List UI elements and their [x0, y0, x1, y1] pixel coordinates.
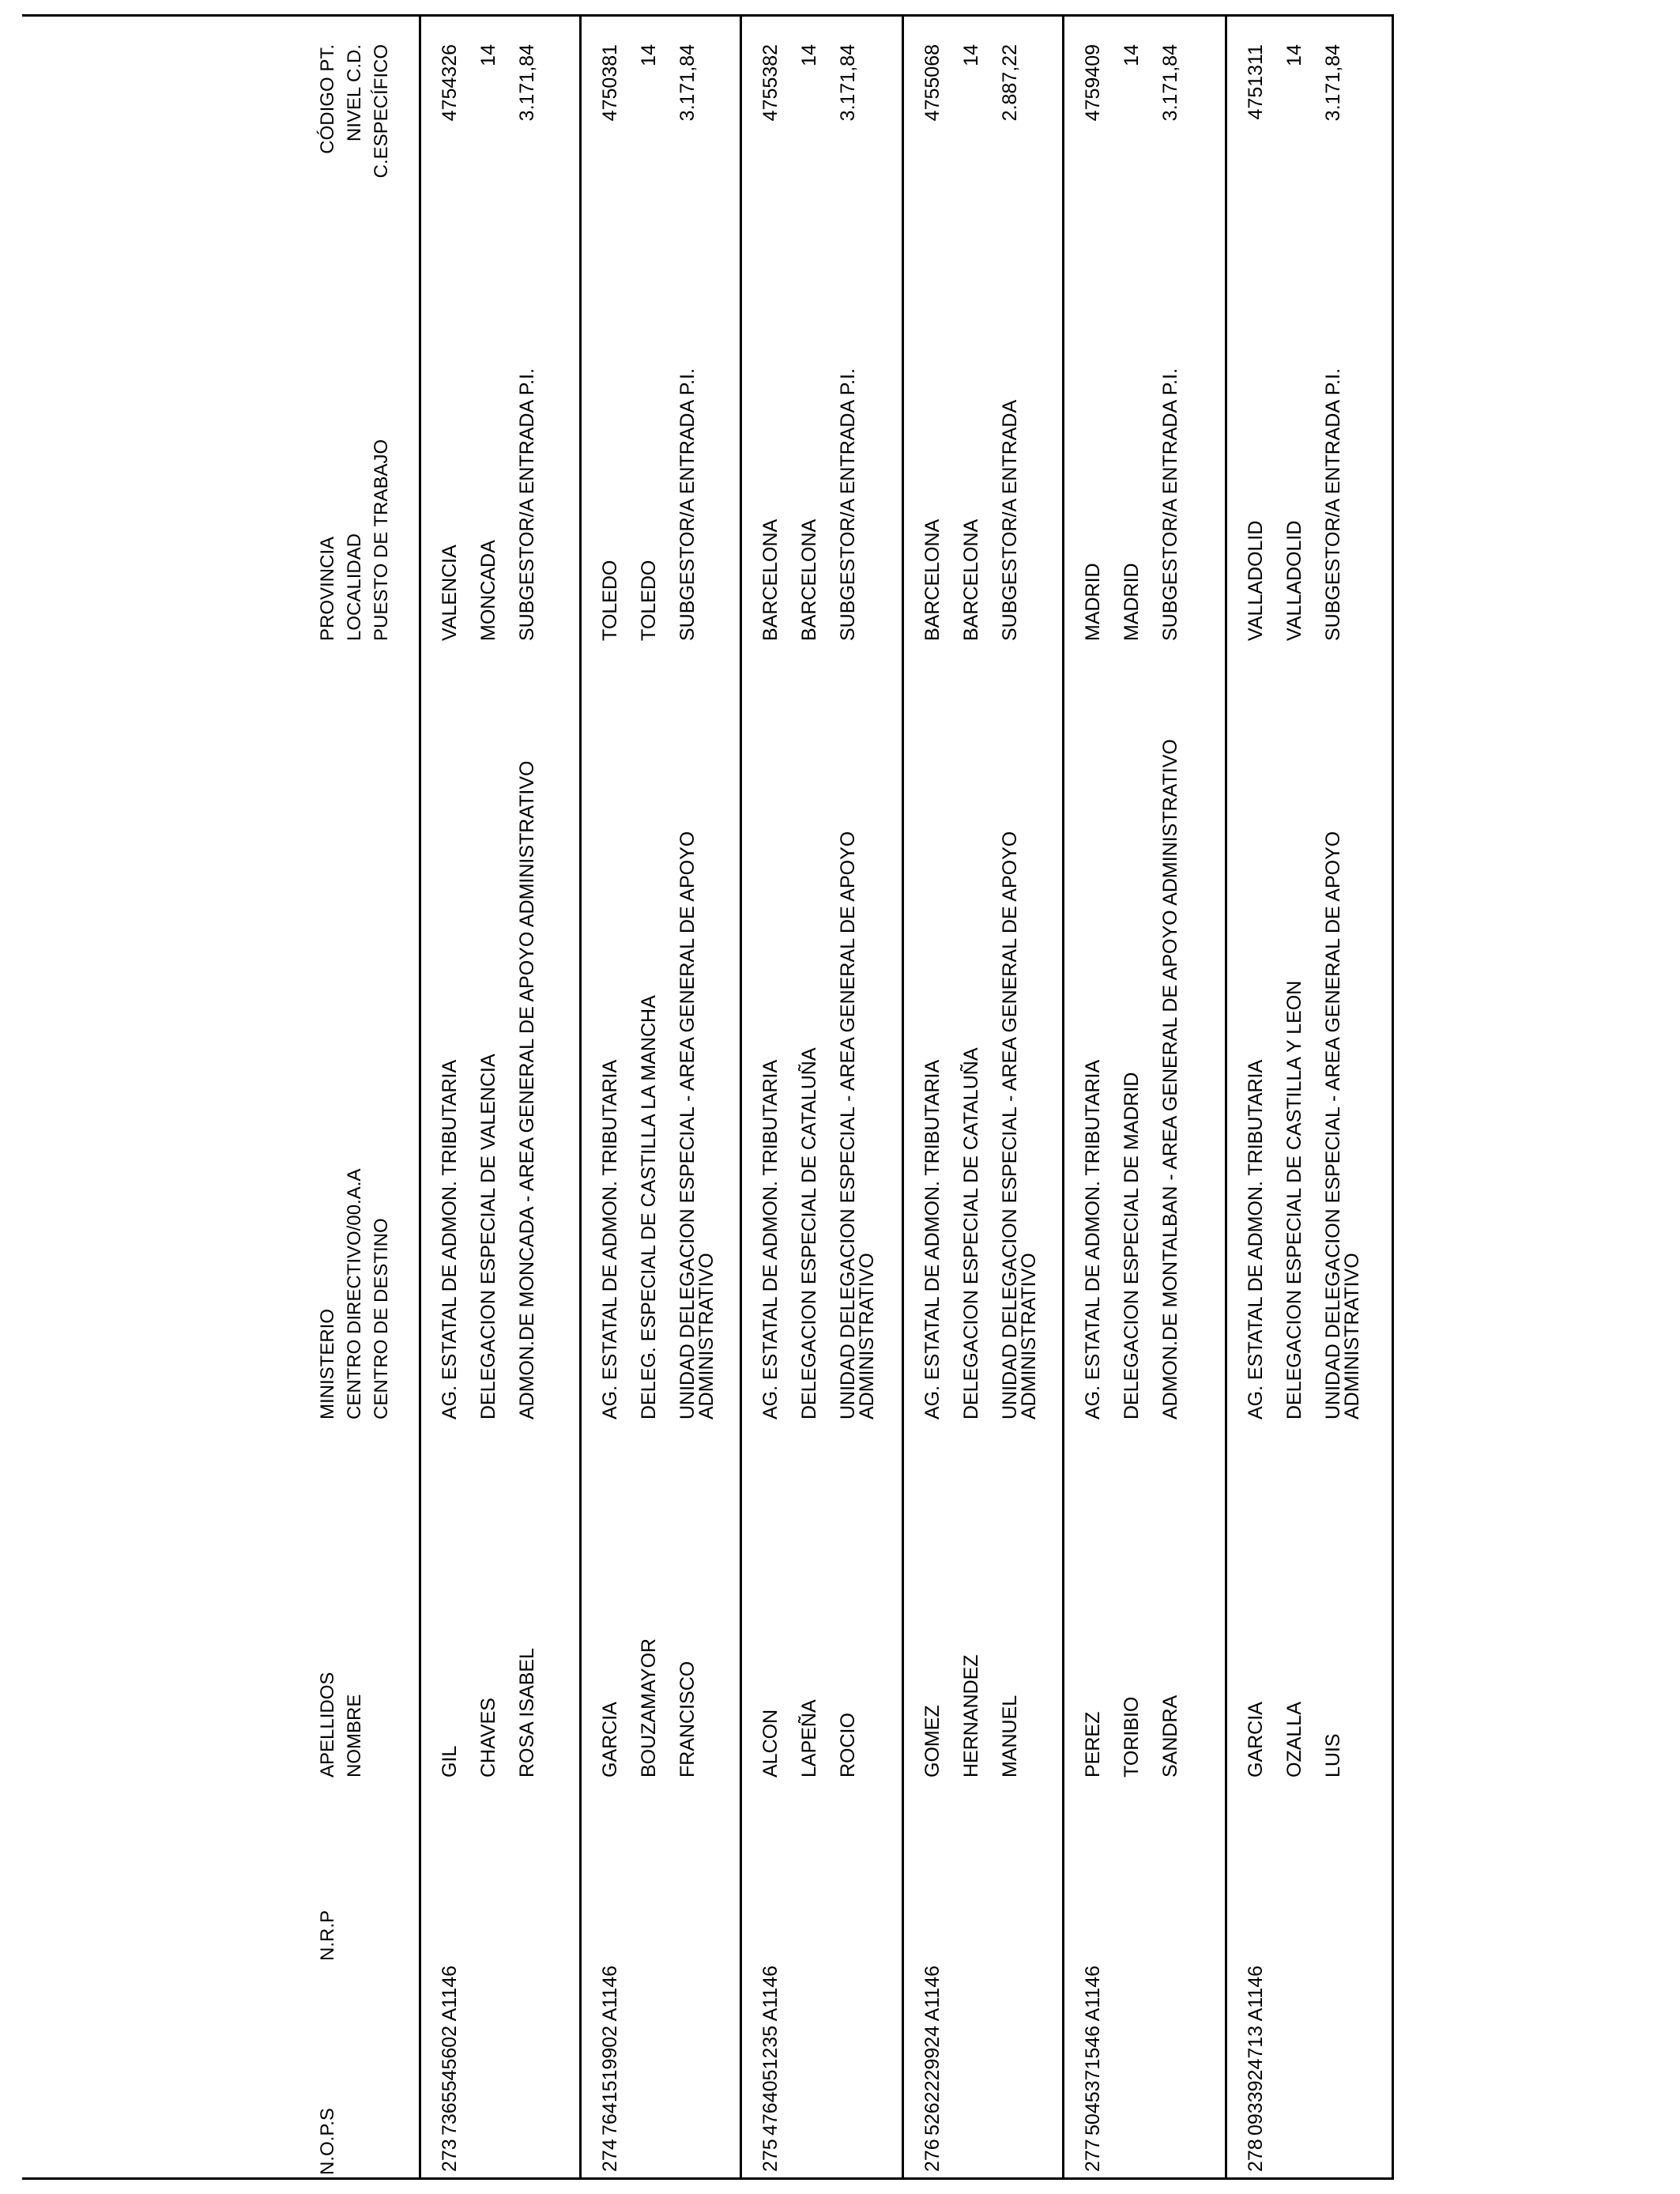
header-apellidos-label: APELLIDOS	[317, 1672, 338, 1777]
row-especifico: 3.171,84	[676, 44, 699, 122]
header-apellidos-nombre	[315, 1672, 368, 1777]
row-localidad: BARCELONA	[798, 518, 820, 641]
row-nombre: FRANCISCO	[676, 1661, 699, 1777]
row-localidad: BARCELONA	[960, 518, 982, 641]
row-apellido1: GARCIA	[1245, 1702, 1267, 1777]
row-centro-destino: ADMON.DE MONCADA - AREA GENERAL DE APOYO ADMINISTRATIVO	[516, 760, 538, 1419]
row-provincia: VALENCIA	[439, 545, 461, 641]
row-puesto: SUBGESTOR/A ENTRADA P.I.	[516, 368, 538, 641]
row-nombre: ROSA ISABEL	[516, 1648, 538, 1777]
row-codigo: 4755068	[921, 44, 944, 122]
row-nrp: 5045371546 A1146	[1082, 1965, 1104, 2136]
row-centro-directivo: DELEGACION ESPECIAL DE MADRID	[1121, 1072, 1143, 1419]
header-puesto-label: PUESTO DE TRABAJO	[371, 439, 392, 641]
row-provincia: VALLADOLID	[1245, 520, 1267, 641]
row-especifico: 3.171,84	[1159, 44, 1181, 122]
row-apellido1: GIL	[439, 1745, 461, 1777]
row-nrp: 7641519902 A1146	[599, 1965, 621, 2136]
header-provincia-label: PROVINCIA	[317, 536, 338, 641]
row-centro-destino: UNIDAD DELEGACION ESPECIAL - AREA GENERAL DE APOYO ADMINISTRATIVO	[1322, 831, 1363, 1419]
header-nrp-label: N.R.P	[317, 1909, 338, 1961]
row-nrp: 4764051235 A1146	[759, 1965, 782, 2136]
row-especifico: 3.171,84	[837, 44, 859, 122]
table-row	[1062, 14, 1227, 2180]
header-nrp	[315, 1910, 341, 1961]
row-codigo: 4754326	[439, 44, 461, 122]
table-row	[1225, 14, 1394, 2180]
row-especifico: 3.171,84	[516, 44, 538, 122]
row-nivel: 14	[638, 44, 660, 66]
row-nops: 273	[439, 2139, 461, 2172]
row-nops: 275	[759, 2139, 782, 2172]
header-nombre-label: NOMBRE	[344, 1694, 365, 1777]
row-ministerio: AG. ESTATAL DE ADMON. TRIBUTARIA	[1245, 1059, 1267, 1419]
header-centro-directivo-label: CENTRO DIRECTIVO/00.A.A	[344, 1168, 365, 1419]
row-nops: 278	[1245, 2139, 1267, 2172]
row-localidad: VALLADOLID	[1283, 520, 1305, 641]
header-centro-destino-label: CENTRO DE DESTINO	[371, 1218, 392, 1419]
row-especifico: 2.887,22	[999, 44, 1021, 122]
row-apellido2: BOUZAMAYOR	[638, 1638, 660, 1777]
row-nivel: 14	[1283, 44, 1305, 66]
row-ministerio: AG. ESTATAL DE ADMON. TRIBUTARIA	[759, 1059, 782, 1419]
table-row	[419, 14, 582, 2180]
row-centro-destino: UNIDAD DELEGACION ESPECIAL - AREA GENERAL DE APOYO ADMINISTRATIVO	[837, 831, 878, 1419]
row-centro-directivo: DELEGACION ESPECIAL DE CASTILLA Y LEON	[1283, 980, 1305, 1419]
row-puesto: SUBGESTOR/A ENTRADA P.I.	[1322, 368, 1344, 641]
row-apellido2: TORIBIO	[1121, 1696, 1143, 1777]
table-row	[902, 14, 1064, 2180]
row-centro-directivo: DELEG. ESPECIAL DE CASTILLA LA MANCHA	[638, 995, 660, 1419]
header-codigo-nivel-especifico	[315, 44, 395, 218]
row-ministerio: AG. ESTATAL DE ADMON. TRIBUTARIA	[1082, 1059, 1104, 1419]
row-apellido1: PEREZ	[1082, 1711, 1104, 1777]
row-provincia: TOLEDO	[599, 560, 621, 641]
row-provincia: BARCELONA	[759, 518, 782, 641]
row-localidad: MONCADA	[477, 540, 499, 641]
row-centro-directivo: DELEGACION ESPECIAL DE VALENCIA	[477, 1054, 499, 1419]
row-especifico: 3.171,84	[1322, 44, 1344, 122]
row-nops: 276	[921, 2139, 944, 2172]
row-centro-destino: UNIDAD DELEGACION ESPECIAL - AREA GENERAL DE APOYO ADMINISTRATIVO	[999, 831, 1040, 1419]
row-provincia: MADRID	[1082, 563, 1104, 641]
table-row	[579, 14, 742, 2180]
row-nombre: ROCIO	[837, 1713, 859, 1777]
row-ministerio: AG. ESTATAL DE ADMON. TRIBUTARIA	[921, 1059, 944, 1419]
row-nrp: 7365545602 A1146	[439, 1965, 461, 2136]
row-ministerio: AG. ESTATAL DE ADMON. TRIBUTARIA	[599, 1059, 621, 1419]
row-nombre: LUIS	[1322, 1733, 1344, 1777]
row-centro-directivo: DELEGACION ESPECIAL DE CATALUÑA	[798, 1047, 820, 1419]
row-centro-destino: UNIDAD DELEGACION ESPECIAL - AREA GENERAL DE APOYO ADMINISTRATIVO	[676, 831, 718, 1419]
row-codigo: 4751311	[1245, 44, 1267, 120]
header-localidad-label: LOCALIDAD	[344, 533, 365, 641]
header-especifico-label: C.ESPECÍFICO	[371, 44, 392, 179]
row-apellido2: OZALLA	[1283, 1702, 1305, 1777]
row-nombre: SANDRA	[1159, 1695, 1181, 1777]
row-nivel: 14	[798, 44, 820, 66]
row-nops: 277	[1082, 2139, 1104, 2172]
row-puesto: SUBGESTOR/A ENTRADA P.I.	[837, 368, 859, 641]
row-apellido1: GARCIA	[599, 1702, 621, 1777]
row-codigo: 4750381	[599, 44, 621, 122]
row-provincia: BARCELONA	[921, 518, 944, 641]
row-apellido1: GOMEZ	[921, 1705, 944, 1777]
header-nops-label: N.O.P.S	[317, 2108, 338, 2175]
row-nivel: 14	[477, 44, 499, 66]
row-puesto: SUBGESTOR/A ENTRADA P.I.	[1159, 368, 1181, 641]
header-provincia-localidad-puesto	[315, 439, 395, 641]
table-row	[740, 14, 904, 2180]
row-nombre: MANUEL	[999, 1695, 1021, 1777]
row-apellido2: CHAVES	[477, 1698, 499, 1777]
row-nops: 274	[599, 2139, 621, 2172]
row-centro-directivo: DELEGACION ESPECIAL DE CATALUÑA	[960, 1047, 982, 1419]
header-codigo-label: CÓDIGO PT.	[317, 44, 338, 154]
row-puesto: SUBGESTOR/A ENTRADA	[999, 399, 1021, 641]
header-ministerio-label: MINISTERIO	[317, 1308, 338, 1419]
header-ministerio-centros	[315, 1169, 395, 1419]
row-codigo: 4755382	[759, 44, 782, 122]
row-apellido2: LAPEÑA	[798, 1699, 820, 1777]
row-nrp: 5262229924 A1146	[921, 1965, 944, 2136]
row-nivel: 14	[1121, 44, 1143, 66]
header-nops	[315, 2108, 341, 2175]
row-nrp: 0933924713 A1146	[1245, 1965, 1267, 2136]
row-puesto: SUBGESTOR/A ENTRADA P.I.	[676, 368, 699, 641]
header-nivel-label: NIVEL C.D.	[344, 44, 365, 142]
row-nivel: 14	[960, 44, 982, 66]
row-localidad: TOLEDO	[638, 560, 660, 641]
row-codigo: 4759409	[1082, 44, 1104, 122]
row-apellido2: HERNANDEZ	[960, 1654, 982, 1777]
row-localidad: MADRID	[1121, 563, 1143, 641]
row-centro-destino: ADMON.DE MONTALBAN - AREA GENERAL DE APOYO ADMINISTRATIVO	[1159, 739, 1181, 1419]
row-apellido1: ALCON	[759, 1709, 782, 1777]
row-ministerio: AG. ESTATAL DE ADMON. TRIBUTARIA	[439, 1059, 461, 1419]
